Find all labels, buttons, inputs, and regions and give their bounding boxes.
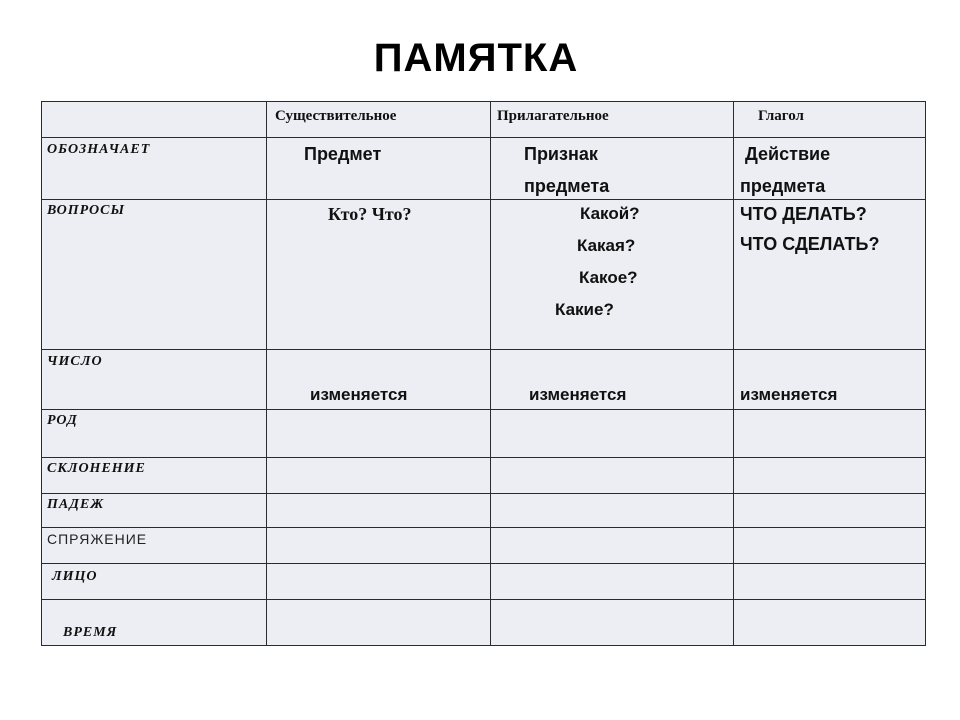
adj-voprosy-2: Какая?: [577, 236, 636, 255]
verb-cell: [733, 409, 926, 458]
header-noun: Существительное: [275, 108, 397, 124]
verb-oboznachaet-1: Действие: [745, 144, 831, 164]
row-label-chislo: ЧИСЛО: [47, 354, 103, 369]
row-label-padezh: ПАДЕЖ: [47, 497, 105, 512]
adj-voprosy-3: Какое?: [579, 268, 638, 287]
adj-oboznachaet-2: предмета: [524, 176, 610, 196]
row-label-cell: [41, 199, 267, 350]
verb-voprosy-2: ЧТО СДЕЛАТЬ?: [740, 234, 880, 254]
verb-cell: [733, 527, 926, 564]
header-noun-cell: [266, 101, 491, 138]
row-label-cell: [41, 493, 267, 528]
row-label-litso: ЛИЦО: [52, 569, 98, 584]
adj-cell: [490, 527, 734, 564]
row-label-cell: [41, 457, 267, 494]
noun-cell: [266, 137, 491, 200]
noun-chislo: изменяется: [310, 385, 408, 404]
row-label-cell: [41, 599, 267, 646]
row-label-vremya: ВРЕМЯ: [63, 625, 118, 640]
adj-cell: [490, 199, 734, 350]
row-label-cell: [41, 527, 267, 564]
adj-cell: [490, 563, 734, 600]
header-verb: Глагол: [758, 108, 804, 124]
page-title: ПАМЯТКА: [373, 36, 579, 80]
verb-cell: [733, 199, 926, 350]
noun-cell: [266, 349, 491, 410]
row-label-sklonenie: СКЛОНЕНИЕ: [47, 461, 146, 476]
adj-cell: [490, 493, 734, 528]
adj-oboznachaet-1: Признак: [524, 144, 598, 164]
row-label-voprosy: ВОПРОСЫ: [47, 203, 126, 218]
noun-cell: [266, 493, 491, 528]
verb-voprosy-1: ЧТО ДЕЛАТЬ?: [740, 204, 867, 224]
noun-cell: [266, 527, 491, 564]
adj-cell: [490, 349, 734, 410]
adj-cell: [490, 409, 734, 458]
noun-cell: [266, 599, 491, 646]
adj-cell: [490, 599, 734, 646]
adj-cell: [490, 137, 734, 200]
row-label-rod: РОД: [47, 413, 78, 428]
adj-voprosy-4: Какие?: [555, 300, 614, 319]
row-label-cell: [41, 137, 267, 200]
noun-voprosy: Кто? Что?: [328, 204, 412, 224]
noun-cell: [266, 563, 491, 600]
adj-voprosy-1: Какой?: [580, 204, 640, 223]
row-label-cell: [41, 349, 267, 410]
verb-cell: [733, 349, 926, 410]
verb-cell: [733, 563, 926, 600]
header-adj-cell: [490, 101, 734, 138]
adj-cell: [490, 457, 734, 494]
row-label-cell: [41, 563, 267, 600]
row-label-spryazhenie: СПРЯЖЕНИЕ: [47, 531, 148, 547]
header-empty-cell: [41, 101, 267, 138]
verb-cell: [733, 457, 926, 494]
header-adj: Прилагательное: [497, 108, 609, 124]
verb-oboznachaet-2: предмета: [740, 176, 826, 196]
noun-cell: [266, 409, 491, 458]
row-label-cell: [41, 409, 267, 458]
verb-cell: [733, 493, 926, 528]
noun-oboznachaet: Предмет: [304, 144, 382, 164]
verb-cell: [733, 137, 926, 200]
verb-cell: [733, 599, 926, 646]
noun-cell: [266, 199, 491, 350]
noun-cell: [266, 457, 491, 494]
adj-chislo: изменяется: [529, 385, 627, 404]
row-label-oboznachaet: ОБОЗНАЧАЕТ: [47, 142, 151, 157]
header-verb-cell: [733, 101, 926, 138]
verb-chislo: изменяется: [740, 385, 838, 404]
